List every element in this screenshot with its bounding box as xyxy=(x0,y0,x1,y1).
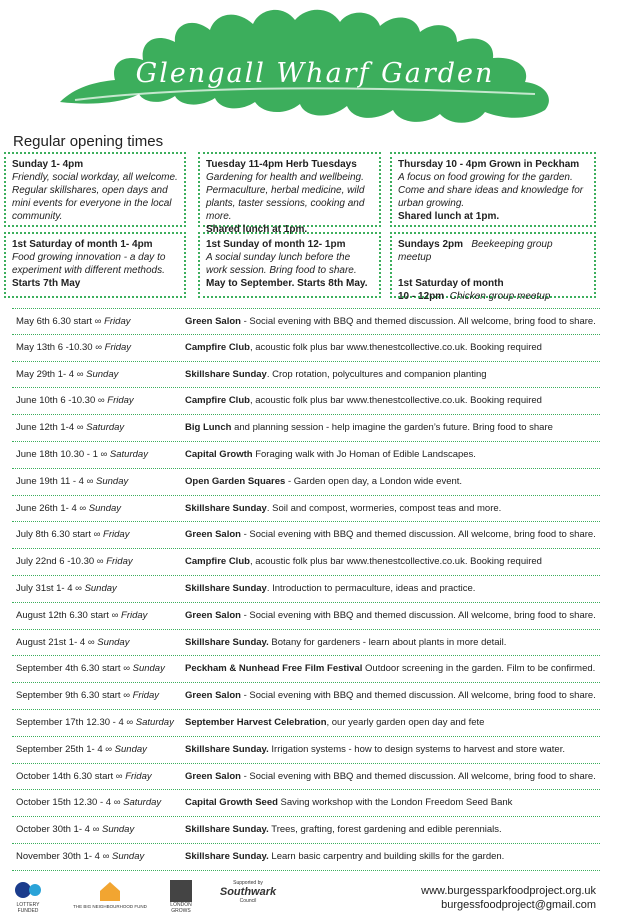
event-detail: - Social evening with BBQ and themed discussion. All welcome, bring food to share. xyxy=(240,529,596,541)
event-day: Saturday xyxy=(135,716,174,728)
regular-box-1st-sunday xyxy=(198,232,381,298)
event-date xyxy=(16,844,144,870)
event-row xyxy=(12,308,600,335)
regular-box-beekeeping-chickens xyxy=(390,232,596,302)
website-link[interactable]: www.burgessparkfoodproject.org.uk xyxy=(421,885,596,897)
event-detail: , our yearly garden open day and fete xyxy=(326,716,485,728)
event-date-time: June 12th 1-4 ∞ xyxy=(16,422,87,434)
event-row xyxy=(12,442,600,469)
regular-heading: Thursday 10 - 4pm Grown in Peckham xyxy=(398,159,580,170)
regular-box-tuesday xyxy=(198,152,381,235)
event-title: Open Garden Squares xyxy=(185,475,286,487)
event-title: Big Lunch xyxy=(185,422,232,434)
event-date xyxy=(16,764,152,790)
event-description xyxy=(185,817,502,843)
event-detail: . Introduction to permaculture, ideas and practice. xyxy=(266,582,476,594)
event-description xyxy=(185,522,596,548)
event-description xyxy=(185,415,553,441)
event-description xyxy=(185,656,595,682)
event-row xyxy=(12,469,600,496)
event-day: Friday xyxy=(103,529,130,541)
event-title: Skillshare Sunday. xyxy=(185,743,269,755)
event-day: Friday xyxy=(106,556,133,568)
event-date-time: October 30th 1- 4 ∞ xyxy=(16,824,102,836)
event-date-time: October 14th 6.30 start ∞ xyxy=(16,770,126,782)
event-date-time: June 10th 6 -10.30 ∞ xyxy=(16,395,108,407)
event-detail: . Crop rotation, polycultures and companion planting xyxy=(266,368,487,380)
event-date-time: May 6th 6.30 start ∞ xyxy=(16,316,105,327)
regular-heading: Sundays 2pm xyxy=(398,239,464,250)
event-row xyxy=(12,656,600,683)
event-date xyxy=(16,362,118,388)
event-description xyxy=(185,630,506,656)
event-day: Friday xyxy=(132,690,160,702)
event-date xyxy=(16,415,124,441)
event-description xyxy=(185,603,596,629)
regular-heading: Sunday 1- 4pm xyxy=(12,159,84,170)
event-row xyxy=(12,388,600,415)
event-title: Skillshare Sunday. xyxy=(185,636,269,648)
regular-box-1st-saturday xyxy=(4,232,186,298)
section-title: Regular opening times xyxy=(13,133,164,150)
event-date-time: July 31st 1- 4 ∞ xyxy=(16,582,85,594)
event-detail: Learn basic carpentry and building skills for the garden. xyxy=(268,850,505,862)
event-date-time: June 19th 11 - 4 ∞ xyxy=(16,475,97,487)
event-day: Sunday xyxy=(86,368,119,380)
event-date-time: May 29th 1- 4 ∞ xyxy=(16,368,87,380)
event-description xyxy=(185,737,565,763)
regular-body: A focus on food growing for the garden. Come and share ideas and knowledge for urban growing. xyxy=(398,172,584,209)
event-date xyxy=(16,737,147,763)
event-title: Campfire Club xyxy=(185,395,250,407)
event-detail: . Soil and compost, wormeries, compost teas and more. xyxy=(266,502,502,514)
event-date-time: May 13th 6 -10.30 ∞ xyxy=(16,341,105,353)
event-detail: and planning session - help imagine the garden’s future. Bring food to share xyxy=(231,422,553,434)
event-date xyxy=(16,496,121,522)
event-date xyxy=(16,817,134,843)
regular-body: Food growing innovation - a day to experiment with different methods. xyxy=(12,252,166,276)
event-day: Sunday xyxy=(114,743,147,755)
event-title: Green Salon xyxy=(185,690,241,702)
event-date-time: June 26th 1- 4 ∞ xyxy=(16,502,89,514)
regular-extra: Shared lunch at 1pm. xyxy=(398,211,500,222)
lottery-label: LOTTERY FUNDED xyxy=(16,902,40,914)
event-row xyxy=(12,335,600,362)
event-detail: - Social evening with BBQ and themed discussion. All welcome, bring food to share. xyxy=(240,609,596,621)
event-day: Sunday xyxy=(84,582,117,594)
event-day: Friday xyxy=(125,770,152,782)
event-date-time: August 21st 1- 4 ∞ xyxy=(16,636,98,648)
event-date xyxy=(16,309,131,335)
regular-heading-2: 1st Saturday of month xyxy=(398,278,504,289)
event-row xyxy=(12,817,600,844)
event-title: Capital Growth xyxy=(185,448,253,460)
event-row xyxy=(12,737,600,764)
event-detail: - Social evening with BBQ and themed discussion. All welcome, bring food to share. xyxy=(240,316,596,327)
regular-heading-3: 10 - 12pm xyxy=(398,291,445,302)
regular-box-thursday xyxy=(390,152,596,227)
regular-extra: Starts 7th May xyxy=(12,278,81,289)
council-label: Council xyxy=(239,898,257,904)
garden-title: Glengall Wharf Garden xyxy=(135,58,495,89)
event-title: Green Salon xyxy=(185,609,241,621)
event-date xyxy=(16,388,134,414)
event-description xyxy=(185,710,484,736)
event-description xyxy=(185,790,512,816)
event-day: Friday xyxy=(121,609,148,621)
event-row xyxy=(12,683,600,710)
event-description xyxy=(185,683,596,709)
event-description xyxy=(185,388,542,414)
event-detail: , acoustic folk plus bar www.thenestcollective.co.uk. Booking required xyxy=(249,556,542,568)
regular-extra: May to September. Starts 8th May. xyxy=(206,278,368,289)
event-detail: Botany for gardeners - learn about plants in more detail. xyxy=(268,636,507,648)
regular-box-sunday xyxy=(4,152,186,227)
event-title: Green Salon xyxy=(185,316,241,327)
event-detail: Saving workshop with the London Freedom Seed Bank xyxy=(277,797,513,809)
event-date-time: June 18th 10.30 - 1 ∞ xyxy=(16,448,110,460)
regular-body: Gardening for health and wellbeing. Permaculture, herbal medicine, wild plants, taster sessions, cooking and more. xyxy=(206,172,365,222)
event-date-time: September 17th 12.30 - 4 ∞ xyxy=(16,716,136,728)
event-day: Saturday xyxy=(109,448,148,460)
regular-body: Beekeeping group meetup xyxy=(398,239,553,263)
event-date-time: September 25th 1- 4 ∞ xyxy=(16,743,115,755)
event-row xyxy=(12,549,600,576)
event-detail: , acoustic folk plus bar www.thenestcollective.co.uk. Booking required xyxy=(249,395,542,407)
events-list xyxy=(12,308,600,871)
event-date-time: August 12th 6.30 start ∞ xyxy=(16,609,122,621)
event-title: Skillshare Sunday xyxy=(185,502,267,514)
regular-body: A social sunday lunch before the work session. Bring food to share. xyxy=(206,252,357,276)
event-day: Friday xyxy=(104,316,131,327)
event-date xyxy=(16,710,174,736)
event-title: Green Salon xyxy=(185,770,241,782)
lottery-logo xyxy=(8,880,48,914)
event-day: Friday xyxy=(104,341,132,353)
event-description xyxy=(185,844,504,870)
event-date xyxy=(16,442,148,468)
house-icon xyxy=(98,880,122,902)
event-title: Skillshare Sunday. xyxy=(185,850,269,862)
event-detail: Irrigation systems - how to design systems to harvest and store water. xyxy=(268,743,565,755)
london-grows-logo xyxy=(166,880,196,914)
neighbourhood-fund-logo xyxy=(70,880,150,909)
southwark-label: Southwark xyxy=(219,886,277,898)
event-date-time: September 9th 6.30 start ∞ xyxy=(16,690,133,702)
event-day: Sunday xyxy=(112,850,145,862)
event-description xyxy=(185,309,596,335)
event-row xyxy=(12,630,600,657)
event-row xyxy=(12,844,600,871)
event-row xyxy=(12,790,600,817)
event-description xyxy=(185,362,487,388)
event-row xyxy=(12,362,600,389)
event-description xyxy=(185,496,501,522)
regular-body: Friendly, social workday, all welcome. Regular skillshares, open days and mini events for everyone in the local community. xyxy=(12,172,178,222)
event-date xyxy=(16,469,128,495)
event-title: Skillshare Sunday xyxy=(185,582,267,594)
event-date xyxy=(16,549,133,575)
event-day: Sunday xyxy=(88,502,122,514)
sponsor-logos xyxy=(8,880,308,912)
event-row xyxy=(12,522,600,549)
event-date xyxy=(16,603,147,629)
regular-heading: 1st Sunday of month 12- 1pm xyxy=(206,239,346,250)
event-detail: Foraging walk with Jo Homan of Edible Landscapes. xyxy=(252,448,476,460)
event-day: Saturday xyxy=(123,797,162,809)
event-title: Skillshare Sunday xyxy=(185,368,267,380)
event-description xyxy=(185,549,542,575)
event-day: Friday xyxy=(107,395,134,407)
event-date-time: July 22nd 6 -10.30 ∞ xyxy=(16,556,107,568)
event-title: Peckham & Nunhead Free Film Festival xyxy=(185,663,363,675)
event-date xyxy=(16,630,129,656)
event-detail: , acoustic folk plus bar www.thenestcollective.co.uk. Booking required xyxy=(249,341,542,353)
regular-heading: 1st Saturday of month 1- 4pm xyxy=(12,239,153,250)
event-date-time: October 15th 12.30 - 4 ∞ xyxy=(16,797,124,809)
event-row xyxy=(12,496,600,523)
event-detail: Trees, grafting, forest gardening and edible perennials. xyxy=(268,824,502,836)
event-description xyxy=(185,442,476,468)
event-day: Saturday xyxy=(86,422,125,434)
event-date xyxy=(16,790,161,816)
event-day: Sunday xyxy=(97,636,130,648)
regular-body-2: Chicken group meetup xyxy=(449,291,551,302)
event-title: Campfire Club xyxy=(185,341,250,353)
event-detail: - Social evening with BBQ and themed discussion. All welcome, bring food to share. xyxy=(240,770,596,782)
regular-heading: Tuesday 11-4pm Herb Tuesdays xyxy=(206,159,357,170)
event-description xyxy=(185,764,596,790)
event-row xyxy=(12,415,600,442)
event-title: Green Salon xyxy=(185,529,241,541)
event-date xyxy=(16,683,159,709)
event-row xyxy=(12,603,600,630)
london-grows-label: LONDON GROWS xyxy=(170,902,192,914)
event-title: September Harvest Celebration xyxy=(185,716,327,728)
event-description xyxy=(185,335,542,361)
regular-extra: Shared lunch at 1pm. xyxy=(206,224,308,235)
event-row xyxy=(12,576,600,603)
footer-contact xyxy=(421,884,596,912)
event-detail: - Garden open day, a London wide event. xyxy=(285,475,463,487)
event-date-time: July 8th 6.30 start ∞ xyxy=(16,529,104,541)
email-link[interactable]: burgessfoodproject@gmail.com xyxy=(441,899,596,911)
event-date-time: September 4th 6.30 start ∞ xyxy=(16,663,133,675)
event-date xyxy=(16,335,131,361)
event-day: Sunday xyxy=(96,475,129,487)
supported-by-label: Supported by xyxy=(233,880,263,886)
lottery-icon xyxy=(13,880,43,900)
southwark-council-logo xyxy=(213,880,283,904)
event-row xyxy=(12,710,600,737)
event-row xyxy=(12,764,600,791)
event-title: Capital Growth Seed xyxy=(185,797,278,809)
event-date-time: November 30th 1- 4 ∞ xyxy=(16,850,113,862)
event-detail: Outdoor screening in the garden. Film to be confirmed. xyxy=(362,663,596,675)
event-description xyxy=(185,576,475,602)
event-date xyxy=(16,522,129,548)
event-description xyxy=(185,469,462,495)
event-date xyxy=(16,576,117,602)
event-date xyxy=(16,656,165,682)
event-day: Sunday xyxy=(101,824,135,836)
event-day: Sunday xyxy=(132,663,165,675)
neighbourhood-fund-label: THE BIG NEIGHBOURHOOD FUND xyxy=(73,904,147,909)
event-detail: - Social evening with BBQ and themed discussion. All welcome, bring food to share. xyxy=(240,690,596,702)
event-title: Campfire Club xyxy=(185,556,250,568)
event-title: Skillshare Sunday. xyxy=(185,824,269,836)
